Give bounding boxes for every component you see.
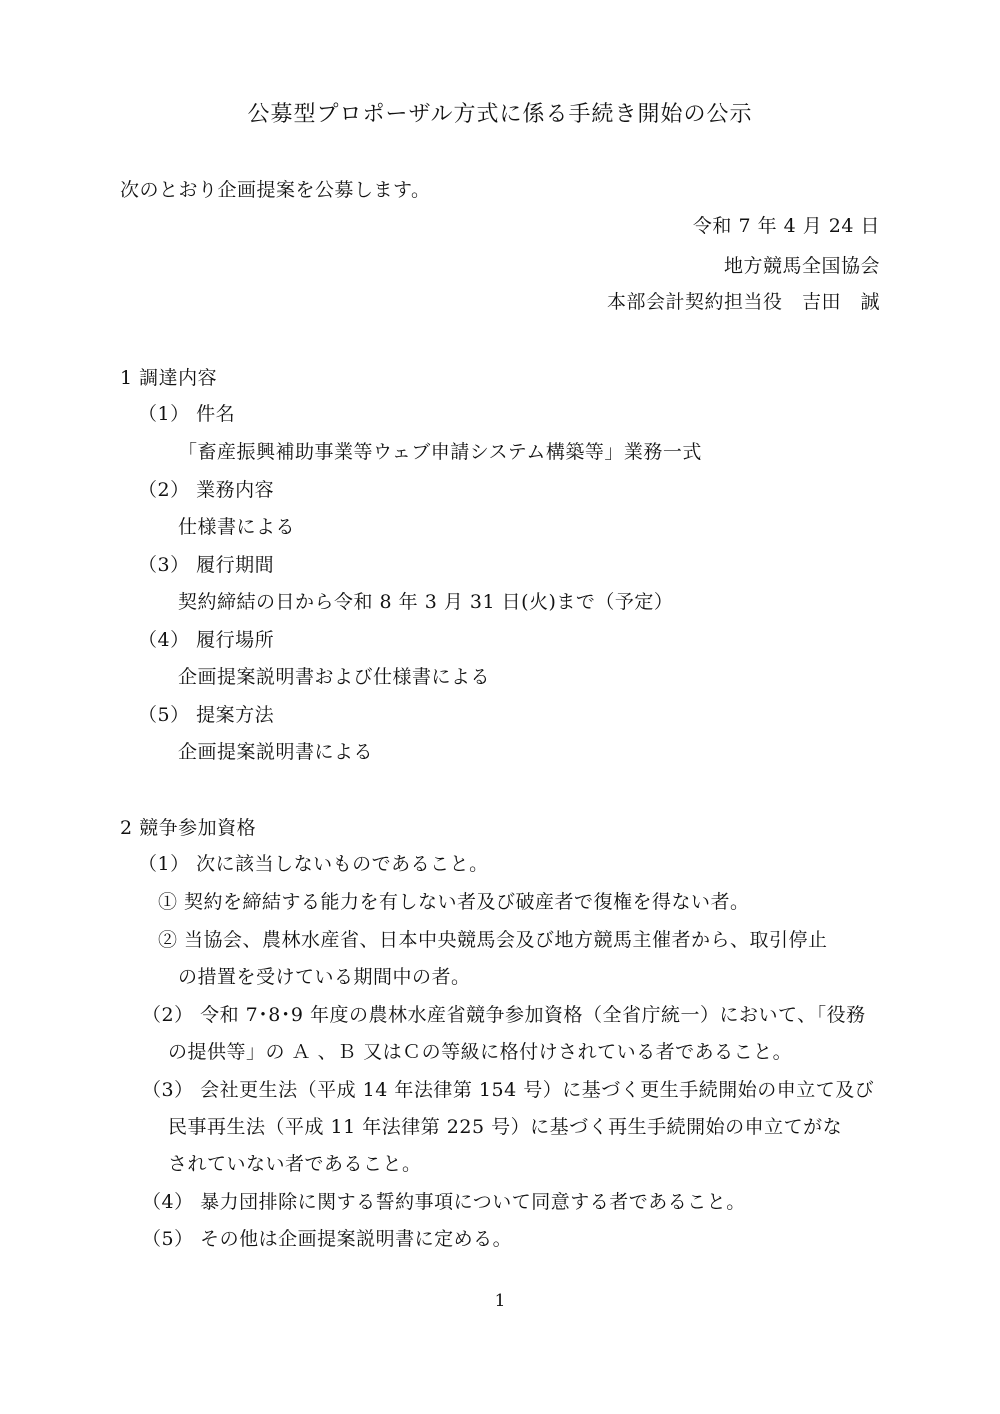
section1-item3-label: （3） 履行期間 [138,554,275,576]
section2-item2: （2） 令和 7･8･9 年度の農林水産省競争参加資格（全省庁統一）において、「役務 [142,1004,866,1026]
section1-item5-label: （5） 提案方法 [138,704,275,726]
section2-item1-sub2-cont: の措置を受けている期間中の者。 [178,966,471,988]
section1-item2-content: 仕様書による [178,516,296,538]
section2-item1-sub1: ① 契約を締結する能力を有しない者及び破産者で復権を得ない者。 [158,891,750,913]
section2-item4: （4） 暴力団排除に関する誓約事項について同意する者であること。 [142,1191,746,1213]
document-title: 公募型プロポーザル方式に係る手続き開始の公示 [247,102,753,127]
section1-item5-content: 企画提案説明書による [178,741,374,763]
section1-heading: 1 調達内容 [120,367,218,389]
intro-text: 次のとおり企画提案を公募します。 [120,179,431,201]
section2-item3-cont2: されていない者であること。 [168,1153,422,1175]
issuer-organization: 地方競馬全国協会 [723,255,880,277]
section1-item1-label: （1） 件名 [138,403,236,425]
section2-item1: （1） 次に該当しないものであること。 [138,853,489,875]
section1-item2-label: （2） 業務内容 [138,479,275,501]
section1-item4-label: （4） 履行場所 [138,629,275,651]
section2-item3: （3） 会社更生法（平成 14 年法律第 154 号）に基づく更生手続開始の申立て及び [142,1079,875,1101]
section2-item2-cont: の提供等」の Ａ 、Ｂ 又はＣの等級に格付けされている者であること。 [168,1041,793,1063]
page-number: 1 [494,1291,506,1311]
section2-item3-cont1: 民事再生法（平成 11 年法律第 225 号）に基づく再生手続開始の申立てがな [168,1116,843,1138]
issue-date: 令和 7 年 4 月 24 日 [692,215,880,237]
section1-item1-content: 「畜産振興補助事業等ウェブ申請システム構築等」業務一式 [178,441,702,463]
section1-item4-content: 企画提案説明書および仕様書による [178,666,491,688]
issuer-officer: 本部会計契約担当役 吉田 誠 [606,291,880,313]
section2-item5: （5） その他は企画提案説明書に定める。 [142,1228,513,1250]
section2-heading: 2 競争参加資格 [120,817,257,839]
section1-item3-content: 契約締結の日から令和 8 年 3 月 31 日(火)まで（予定） [178,591,674,613]
section2-item1-sub2: ② 当協会、農林水産省、日本中央競馬会及び地方競馬主催者から、取引停止 [158,929,828,951]
